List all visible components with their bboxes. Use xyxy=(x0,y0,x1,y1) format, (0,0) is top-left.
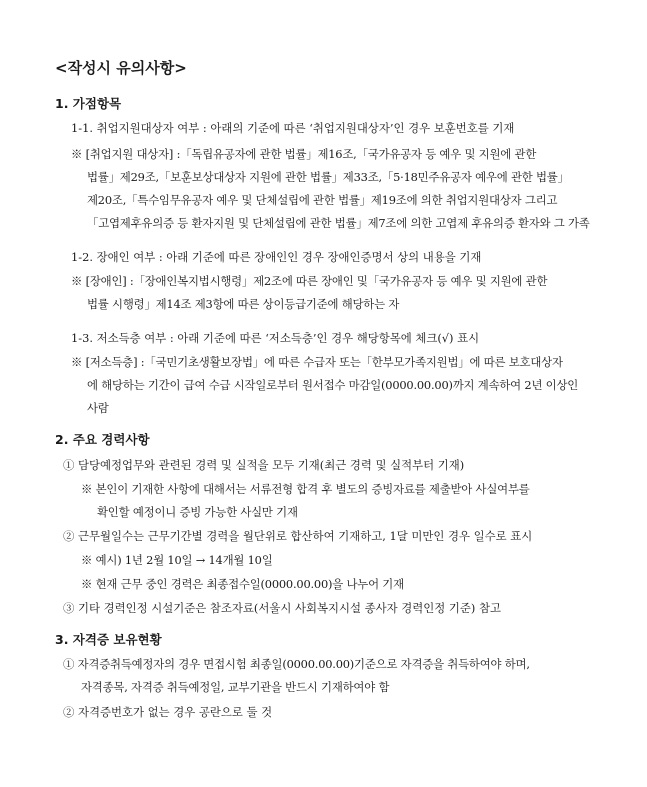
section-heading-bonus-points: 1. 가점항목 xyxy=(55,96,122,111)
item-working-days: ② 근무월일수는 근무기간별 경력을 월단위로 합산하여 기재하고, 1달 미만인 경우 일수로 표시 xyxy=(63,529,533,543)
note-veteran-line-4: 「고엽제후유의증 등 환자지원 및 단체설립에 관한 법률」제7조에 의한 고엽제 후유의증 환자와 그 가족 xyxy=(87,216,590,230)
item-certificate-pending: ① 자격증취득예정자의 경우 면접시험 최종일(0000.00.00)기준으로 자격증을 취득하여야 하며, xyxy=(63,657,530,671)
note-disability-line-2: 법률 시행령」제14조 제3항에 따른 상이등급기준에 해당하는 자 xyxy=(87,297,400,311)
note-veteran-line-2: 법률」제29조,「보훈보상대상자 지원에 관한 법률」제33조,「5·18민주유공자 예우에 관한 법률」 xyxy=(87,170,569,184)
item-low-income-status: 1-3. 저소득층 여부 : 아래 기준에 따른 ‘저소득층’인 경우 해당항목에 체크(√) 표시 xyxy=(71,331,480,345)
note-current-career: ※ 현재 근무 중인 경력은 최종접수일(0000.00.00)을 나누어 기재 xyxy=(81,577,404,591)
item-career-recognition: ③ 기타 경력인정 시설기준은 참조자료(서울시 사회복지시설 종사자 경력인정 기준) 참고 xyxy=(63,601,501,615)
note-certificate-pending-line-2: 자격종목, 자격증 취득예정일, 교부기관을 반드시 기재하여야 함 xyxy=(81,680,390,694)
note-career-records-line-1: ※ 본인이 기재한 사항에 대해서는 서류전형 합격 후 별도의 증빙자료를 제출받아 사실여부를 xyxy=(81,482,530,496)
note-career-records-line-2: 확인할 예정이니 증빙 가능한 사실만 기재 xyxy=(97,505,298,519)
item-certificate-number: ② 자격증번호가 없는 경우 공란으로 둘 것 xyxy=(63,705,273,719)
note-low-income-line-3: 사람 xyxy=(87,401,109,415)
page-title: <작성시 유의사항> xyxy=(55,59,187,77)
note-disability-line-1: ※ [장애인] :「장애인복지법시행령」제2조에 따른 장애인 및「국가유공자 등 예우 및 지원에 관한 xyxy=(71,274,548,288)
note-veteran-line-1: ※ [취업지원 대상자] :「독립유공자에 관한 법률」제16조,「국가유공자 등 예우 및 지원에 관한 xyxy=(71,147,537,161)
note-low-income-line-1: ※ [저소득층] :「국민기초생활보장법」에 따른 수급자 또는「한부모가족지원법」에 따른 보호대상자 xyxy=(71,355,563,369)
section-heading-career: 2. 주요 경력사항 xyxy=(55,432,150,447)
item-disability-status: 1-2. 장애인 여부 : 아래 기준에 따른 장애인인 경우 장애인증명서 상의 내용을 기재 xyxy=(71,250,482,264)
item-career-records: ① 담당예정업무와 관련된 경력 및 실적을 모두 기재(최근 경력 및 실적부터 기재) xyxy=(63,458,465,472)
section-heading-certificates: 3. 자격증 보유현황 xyxy=(55,632,162,647)
item-veteran-status: 1-1. 취업지원대상자 여부 : 아래의 기준에 따른 ‘취업지원대상자’인 경우 보훈번호를 기재 xyxy=(71,121,515,135)
note-veteran-line-3: 제20조,「특수임무유공자 예우 및 단체설립에 관한 법률」제19조에 의한 취업지원대상자 그리고 xyxy=(87,193,558,207)
note-working-days-example: ※ 예시) 1년 2월 10일 → 14개월 10일 xyxy=(81,553,273,567)
note-low-income-line-2: 에 해당하는 기간이 급여 수급 시작일로부터 원서접수 마감일(0000.00.00)까지 계속하여 2년 이상인 xyxy=(87,378,579,392)
